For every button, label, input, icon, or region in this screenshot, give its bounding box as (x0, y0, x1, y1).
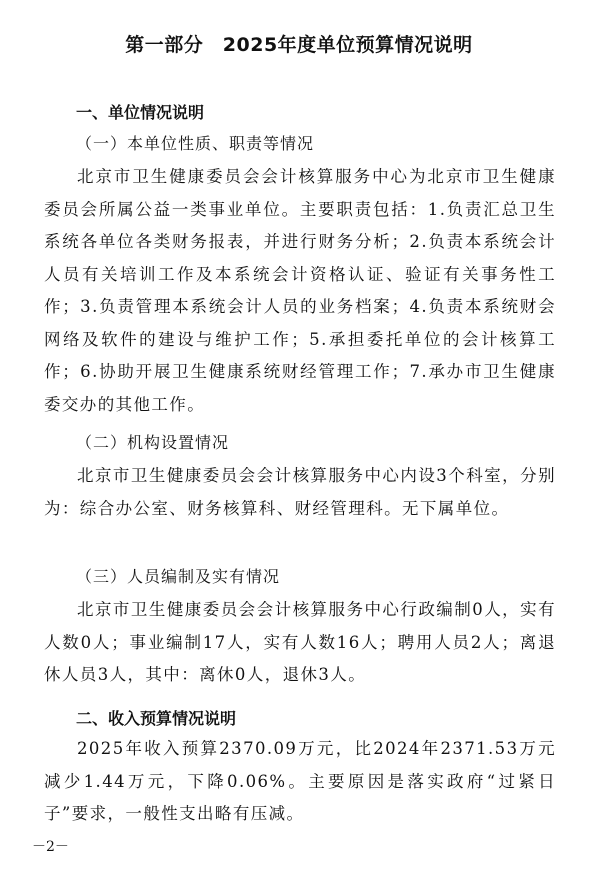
subsection-heading-staffing: （三）人员编制及实有情况 (76, 567, 281, 586)
paragraph-organization: 北京市卫生健康委员会会计核算服务中心内设3个科室，分别为：综合办公室、财务核算科、财经管理科。无下属单位。 (44, 466, 556, 518)
subsection-heading-organization: （二）机构设置情况 (76, 433, 230, 452)
paragraph-nature-duties: 北京市卫生健康委员会会计核算服务中心为北京市卫生健康委员会所属公益一类事业单位。主要职责包括：1.负责汇总卫生系统各单位各类财务报表，并进行财务分析；2.负责本系统会计人员有关培训工作及本系统会计资格认证、验证有关事务性工作；3.负责管理本系统会计人员的业务档案；4.负责本系统财会网络及软件的建设与维护工作；5.承担委托单位的会计核算工作；6.协助开展卫生健康系统财经管理工作；7.承办市卫生健康委交办的其他工作。 (44, 167, 556, 414)
paragraph-staffing: 北京市卫生健康委员会会计核算服务中心行政编制0人，实有人数0人；事业编制17人，实有人数16人；聘用人员2人；离退休人员3人，其中：离休0人，退休3人。 (44, 600, 556, 684)
section-heading-income-budget: 二、收入预算情况说明 (76, 709, 237, 728)
section-heading-unit-info: 一、单位情况说明 (76, 103, 205, 122)
page-title: 第一部分 2025年度单位预算情况说明 (125, 34, 473, 56)
subsection-heading-nature-duties: （一）本单位性质、职责等情况 (76, 134, 315, 153)
paragraph-income-budget: 2025年收入预算2370.09万元，比2024年2371.53万元减少1.44万元，下降0.06%。主要原因是落实政府“过紧日子”要求，一般性支出略有压减。 (44, 739, 556, 823)
page-number: －2－ (32, 839, 69, 855)
